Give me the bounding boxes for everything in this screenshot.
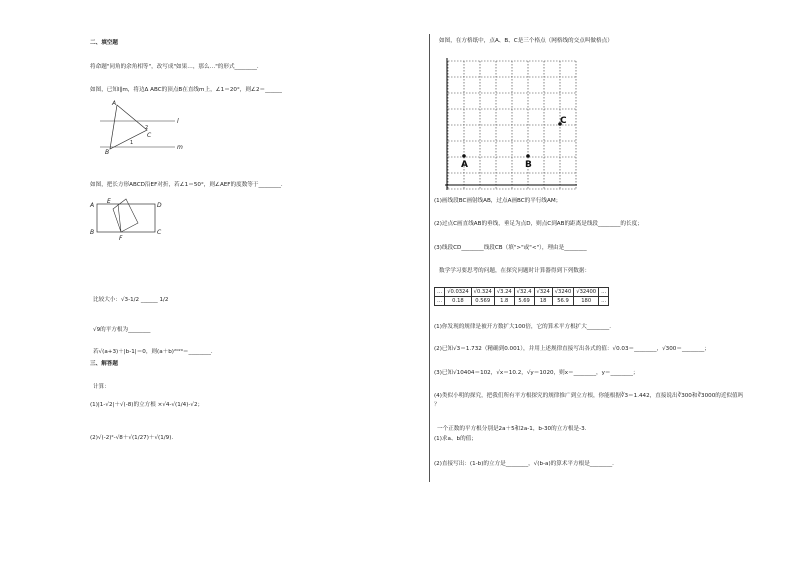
pattern-question-2: (2)已知√3＝1.732（精确到0.001），并用上述规律直接写出各式的值：√0.03＝________，√300＝________； [434,346,710,352]
fig1-label-b: B [105,149,110,156]
table-row: … 0.18 0.569 1.8 5.69 18 56.9 180 … [435,297,609,306]
fig2-label-d: D [157,202,162,209]
section-2-title: 二、填空题 [90,40,118,46]
grid-question-2: (2)过点C画直线AB的垂线，垂足为点D，则点C到AB的距离是线段________的长度； [434,221,643,227]
section-3-title: 三、解答题 [90,361,118,367]
pattern-question-1: (1)你发现的规律是被开方数扩大100倍，它的算术平方根扩大________. [434,324,612,330]
grid-label-a: A [461,160,468,170]
triangle-parallel-lines-figure [95,97,195,157]
sqrt-data-table [434,287,609,306]
root-question-2: (2)直接写出：(1-b)的立方是________，√(b-a)的算术平方根是________. [434,461,614,467]
calc-label: 计算： [93,384,110,390]
fig2-label-e: E [107,198,111,205]
fig2-label-f: F [119,235,123,242]
grid-question-3: (3)线段CD________线段CB（填">"或"<"），理由是________ [434,245,587,251]
pattern-question-3: (3)已知√10404＝102，√x＝10.2，√y＝1020，则x＝________，y＝________； [434,370,639,376]
question-6: 若√(a+3)＋|b-1|＝0，则(a＋b)²⁰²⁰＝________. [93,349,213,355]
grid-question-1: (1)画线段BC画射线AB，过点A画BC的平行线AM； [434,198,562,204]
grid-label-b: B [525,160,532,170]
fig1-label-l: l [177,118,179,125]
question-2: 如图，已知l∥m，将边Δ ABC的顶点B在直线m上，∠1＝20°，则∠2＝______ [90,87,282,93]
folded-rectangle-figure [90,197,170,242]
square-grid-figure [443,56,579,192]
question-1: 将命题"同角的余角相等"，改写成"如果…，那么…"的形式________. [90,64,259,70]
fig2-label-a: A [90,202,95,209]
fig2-label-c: C [157,229,162,236]
fig1-label-c: C [147,132,152,139]
question-3: 如图，把长方形ABCD沿EF对折，若∠1＝50°，则∠AEF的度数等于________. [90,182,283,188]
root-question-1: (1)求a、b的值； [434,436,477,442]
column-divider [429,34,430,482]
pattern-question-4: (4)类似小明的探究，把我们所有平方根探究的规律推广到立方根，你能根据∛3＝1.442，直接说出∛300和∛3000的近似值吗 [434,393,744,399]
fig1-label-m: m [177,144,183,151]
question-4: 比较大小：√3-1/2 ______ 1/2 [93,297,169,303]
grid-label-c: C [560,116,567,126]
grid-question-intro: 如图，在方格纸中，点A、B、C是三个格点（网格线的交点叫做格点） [439,38,613,44]
pattern-intro: 数学学习要思考的问题，在探究问题时计算器得到下列数据： [439,268,591,274]
calc-1: (1)|1-√2|＋√(-8)的立方根 ×√4-√(1/4)-√2； [90,402,204,408]
fig1-label-a: A [112,100,117,107]
point-a [462,154,466,158]
fig1-label-2: 2 [145,125,149,131]
table-row: … √0.0324 √0.324 √3.24 √32.4 √324 √3240 √32400 … [435,288,609,297]
fig2-label-b: B [90,229,95,236]
root-question-intro: 一个正数的平方根分别是2a＋5和2a-1，b-30的立方根是-3. [437,426,587,432]
pattern-question-4-end: ？ [434,402,440,408]
question-5: √9的平方根为________ [93,327,151,333]
point-b [526,154,530,158]
calc-2: (2)√(-2)²-√8＋√(1/27)＋√(1/9). [90,435,174,441]
fig1-label-1: 1 [130,140,134,146]
